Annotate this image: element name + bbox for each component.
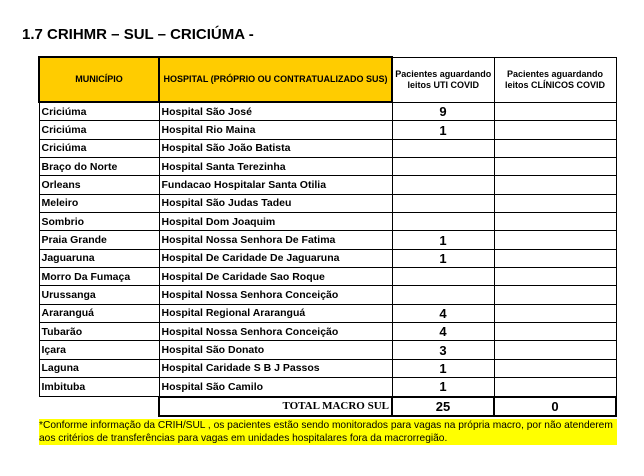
uti-cell: 1	[392, 121, 494, 139]
clinicos-cell	[494, 359, 616, 377]
uti-cell	[392, 176, 494, 194]
total-uti: 25	[392, 397, 494, 416]
municipio-cell: Tubarão	[39, 323, 159, 341]
table-row	[39, 286, 616, 304]
hospital-cell: Hospital São João Batista	[159, 139, 392, 157]
clinicos-cell	[494, 213, 616, 231]
table-row	[39, 102, 616, 121]
table-row	[39, 359, 616, 377]
hospital-cell: Hospital Regional Araranguá	[159, 304, 392, 322]
header-hospital: HOSPITAL (PRÓPRIO OU CONTRATUALIZADO SUS)	[159, 57, 392, 102]
clinicos-cell	[494, 194, 616, 212]
hospital-cell: Hospital Nossa Senhora Conceição	[159, 323, 392, 341]
clinicos-cell	[494, 121, 616, 139]
clinicos-cell	[494, 268, 616, 286]
hospital-cell: Hospital São Judas Tadeu	[159, 194, 392, 212]
table-row	[39, 139, 616, 157]
table-row	[39, 121, 616, 139]
patients-table	[38, 56, 617, 417]
clinicos-cell	[494, 176, 616, 194]
clinicos-cell	[494, 341, 616, 359]
clinicos-cell	[494, 158, 616, 176]
table-row	[39, 194, 616, 212]
table-row	[39, 378, 616, 397]
header-clinicos: Pacientes aguardando leitos CLÍNICOS COVID	[494, 57, 616, 102]
total-label: TOTAL MACRO SUL	[159, 397, 392, 416]
total-spacer	[39, 397, 159, 416]
header-uti: Pacientes aguardando leitos UTI COVID	[392, 57, 494, 102]
uti-cell: 1	[392, 378, 494, 397]
table-body	[39, 102, 616, 397]
header-municipio: MUNICÍPIO	[39, 57, 159, 102]
uti-cell	[392, 194, 494, 212]
total-clinicos: 0	[494, 397, 616, 416]
page-title: 1.7 CRIHMR – SUL – CRICIÚMA -	[22, 26, 254, 43]
uti-cell: 1	[392, 231, 494, 249]
municipio-cell: Praia Grande	[39, 231, 159, 249]
table-row	[39, 268, 616, 286]
municipio-cell: Morro Da Fumaça	[39, 268, 159, 286]
uti-cell: 1	[392, 249, 494, 267]
table-header-row	[39, 57, 616, 102]
municipio-cell: Meleiro	[39, 194, 159, 212]
clinicos-cell	[494, 378, 616, 397]
table-row	[39, 249, 616, 267]
hospital-cell: Hospital Rio Maina	[159, 121, 392, 139]
hospital-cell: Hospital Santa Terezinha	[159, 158, 392, 176]
table-row	[39, 341, 616, 359]
clinicos-cell	[494, 304, 616, 322]
hospital-cell: Hospital Nossa Senhora Conceição	[159, 286, 392, 304]
uti-cell	[392, 139, 494, 157]
hospital-cell: Hospital São Donato	[159, 341, 392, 359]
clinicos-cell	[494, 249, 616, 267]
clinicos-cell	[494, 323, 616, 341]
table-row	[39, 231, 616, 249]
hospital-cell: Hospital Dom Joaquim	[159, 213, 392, 231]
table-row	[39, 323, 616, 341]
municipio-cell: Criciúma	[39, 121, 159, 139]
clinicos-cell	[494, 102, 616, 121]
uti-cell	[392, 158, 494, 176]
uti-cell	[392, 268, 494, 286]
uti-cell: 1	[392, 359, 494, 377]
clinicos-cell	[494, 139, 616, 157]
hospital-cell: Hospital De Caridade De Jaguaruna	[159, 249, 392, 267]
municipio-cell: Laguna	[39, 359, 159, 377]
total-row	[39, 397, 616, 416]
hospital-cell: Fundacao Hospitalar Santa Otilia	[159, 176, 392, 194]
hospital-cell: Hospital Caridade S B J Passos	[159, 359, 392, 377]
uti-cell: 4	[392, 304, 494, 322]
table-row	[39, 176, 616, 194]
municipio-cell: Criciúma	[39, 102, 159, 121]
uti-cell: 4	[392, 323, 494, 341]
clinicos-cell	[494, 231, 616, 249]
table-row	[39, 213, 616, 231]
hospital-cell: Hospital São José	[159, 102, 392, 121]
hospital-cell: Hospital São Camilo	[159, 378, 392, 397]
uti-cell: 9	[392, 102, 494, 121]
municipio-cell: Braço do Norte	[39, 158, 159, 176]
municipio-cell: Imbituba	[39, 378, 159, 397]
municipio-cell: Jaguaruna	[39, 249, 159, 267]
clinicos-cell	[494, 286, 616, 304]
hospital-cell: Hospital De Caridade Sao Roque	[159, 268, 392, 286]
uti-cell	[392, 213, 494, 231]
table-row	[39, 304, 616, 322]
uti-cell: 3	[392, 341, 494, 359]
municipio-cell: Orleans	[39, 176, 159, 194]
footnote: *Conforme informação da CRIH/SUL , os pacientes estão sendo monitorados para vagas na própria macro, por não atenderem aos critérios de transferências para vagas em unidades hospitalares fora da macrorregião.	[39, 419, 617, 445]
table-row	[39, 158, 616, 176]
hospital-cell: Hospital Nossa Senhora De Fatima	[159, 231, 392, 249]
municipio-cell: Içara	[39, 341, 159, 359]
municipio-cell: Araranguá	[39, 304, 159, 322]
municipio-cell: Criciúma	[39, 139, 159, 157]
municipio-cell: Sombrio	[39, 213, 159, 231]
municipio-cell: Urussanga	[39, 286, 159, 304]
uti-cell	[392, 286, 494, 304]
